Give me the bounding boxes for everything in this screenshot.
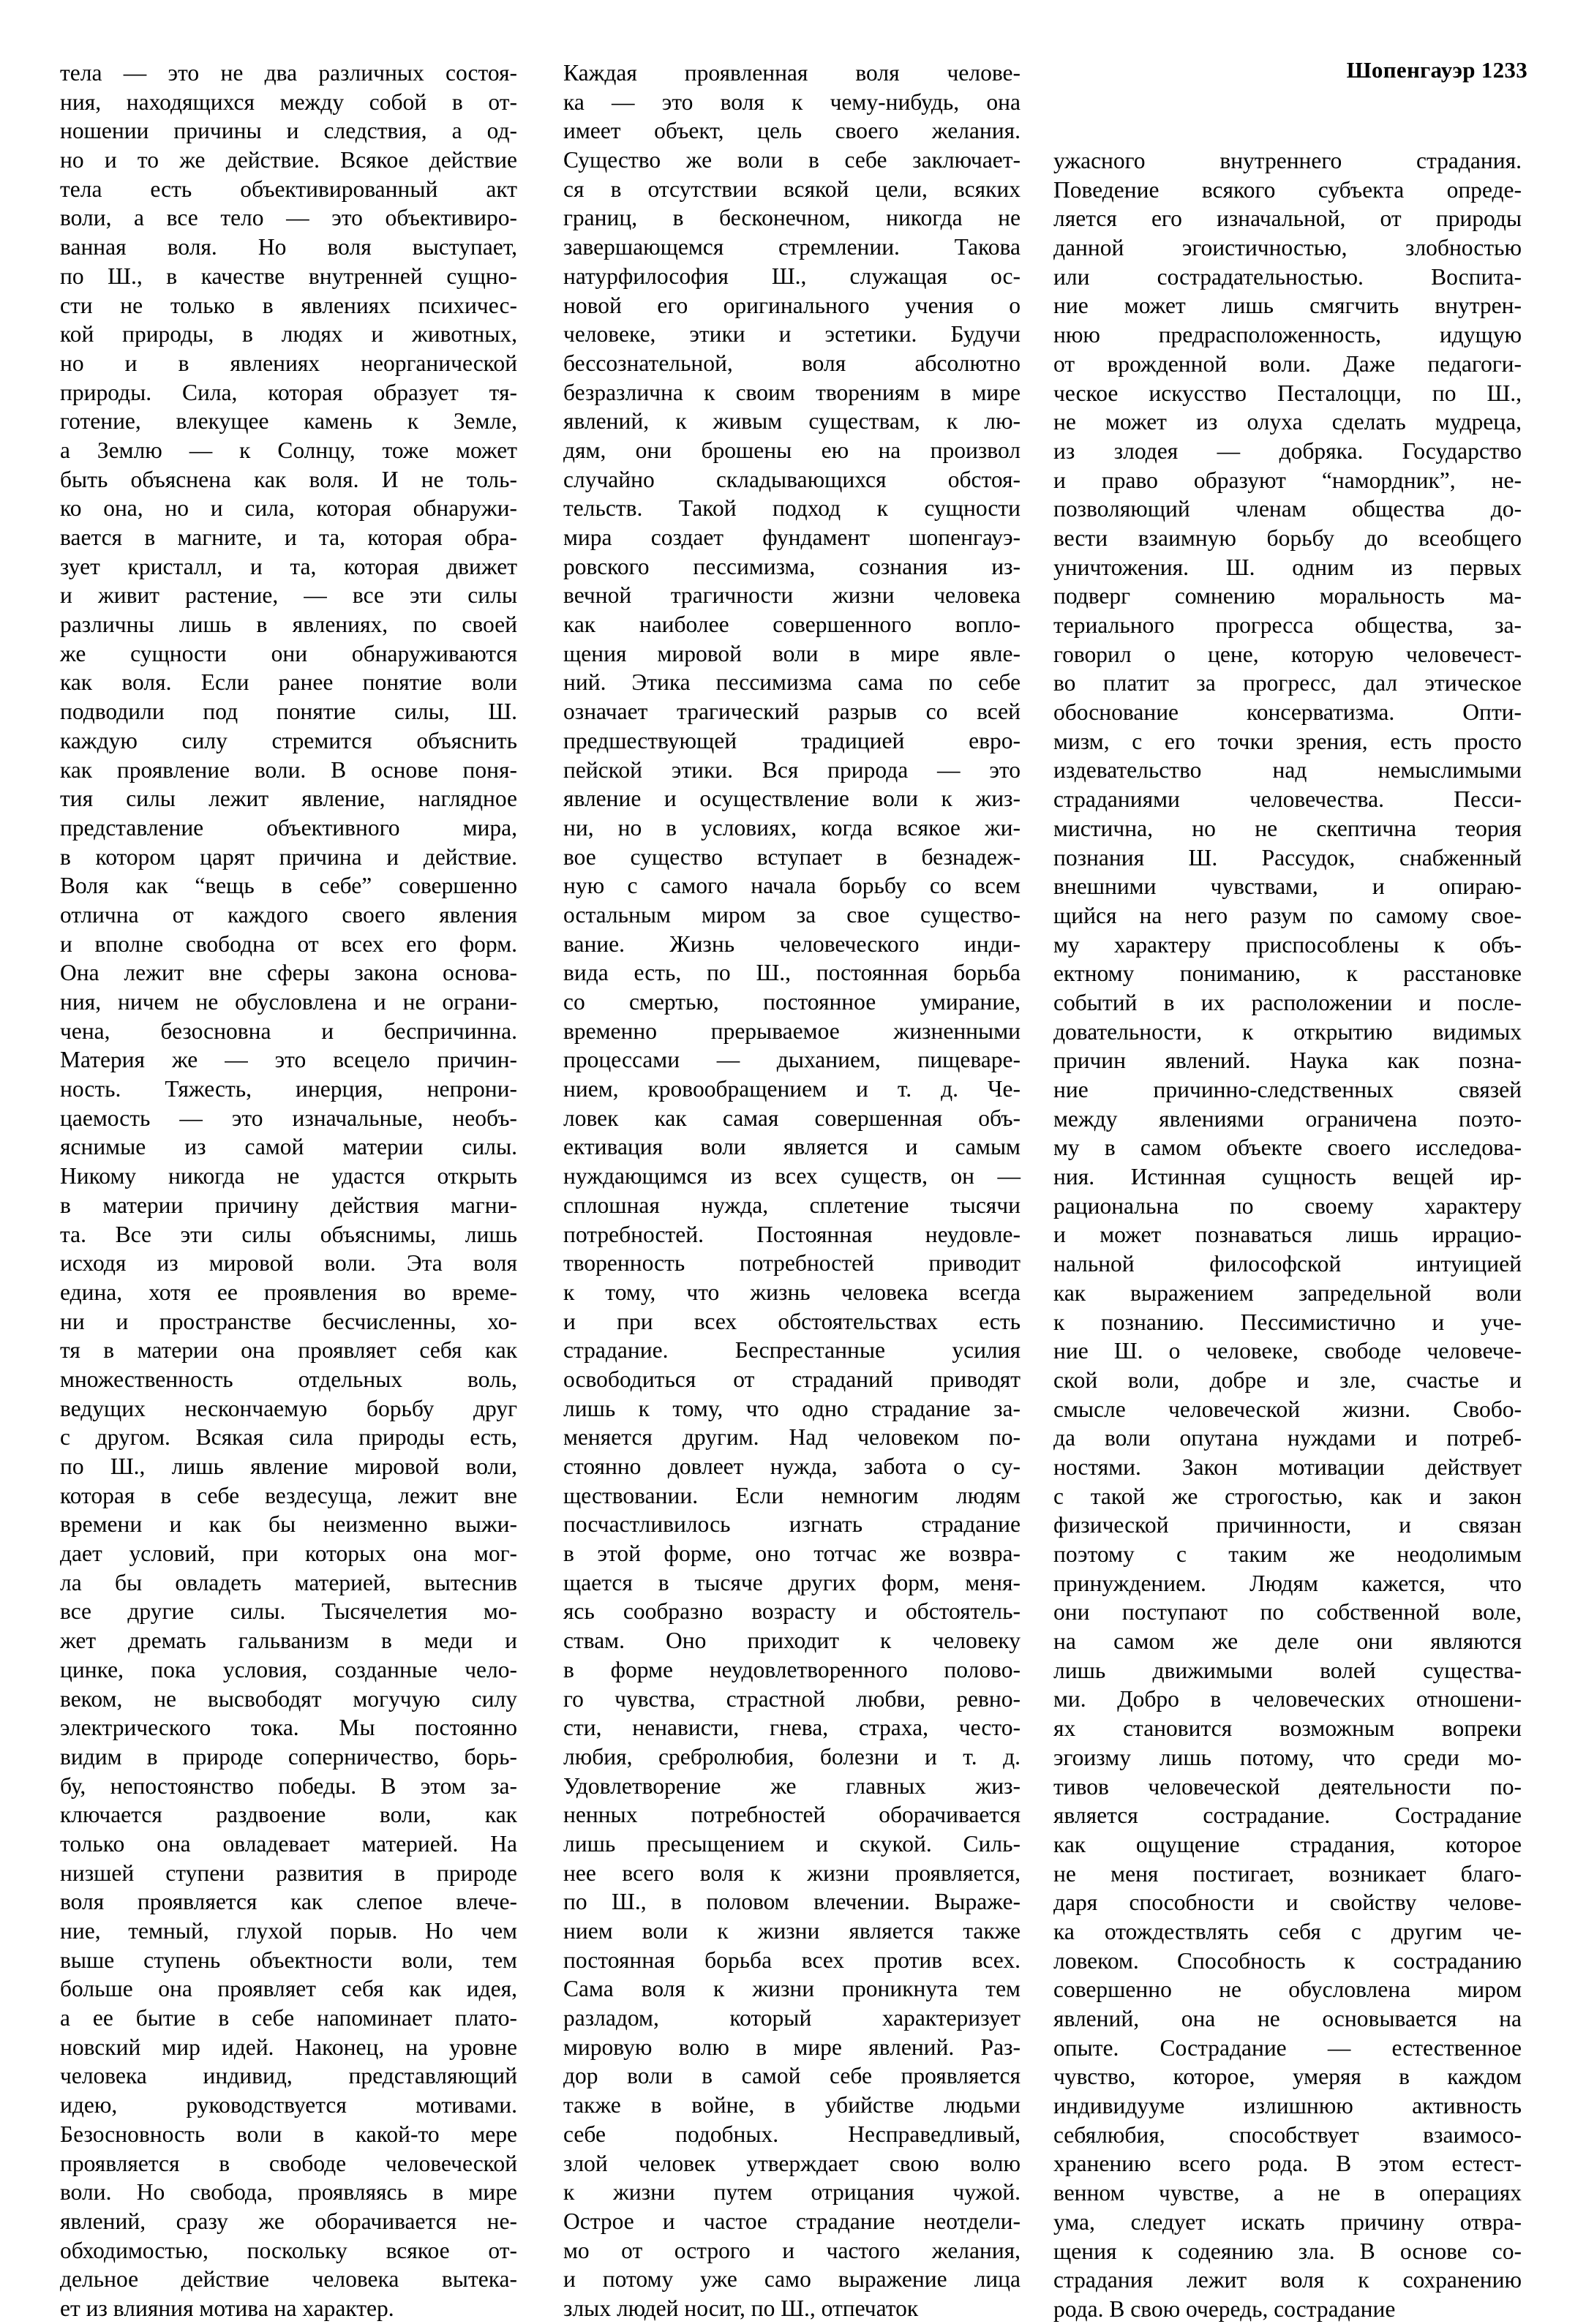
text-line: как воля. Если ранее понятие воли (60, 669, 517, 696)
text-line: данной эгоистичностью, злобностью (1053, 235, 1522, 261)
text-line: довательности, к открытию видимых (1053, 1018, 1522, 1045)
text-line: Сама воля к жизни проникнута тем (563, 1976, 1021, 2002)
text-line: му характеру приспособлены к объ- (1053, 931, 1522, 958)
text-line: подводили под понятие силы, Ш. (60, 699, 517, 725)
text-line: говорил о цене, которую человечест- (1053, 641, 1522, 667)
text-line: щийся на него разум по самому свое- (1053, 902, 1522, 928)
text-line: лишь движимыми волей существа- (1053, 1657, 1522, 1683)
text-line: цаемость — это изначальные, необъ- (60, 1105, 517, 1131)
text-line: нием воли к жизни является также (563, 1918, 1021, 1944)
text-line: вести взаимную борьбу до всеобщего (1053, 524, 1522, 551)
text-line: страданиями человечества. Песси- (1053, 786, 1522, 813)
text-line: и может познаваться лишь иррацио- (1053, 1222, 1522, 1248)
text-line: эгоизму лишь потому, что среди мо- (1053, 1744, 1522, 1770)
text-line: ет из влияния мотива на характер. (60, 2295, 394, 2321)
text-line: внешними чувствами, и опираю- (1053, 873, 1522, 900)
text-line: совершенно не обусловлена миром (1053, 1977, 1522, 2003)
text-line: и вполне свободна от всех его форм. (60, 930, 517, 957)
text-line: мира создает фундамент шопенгауэ- (563, 524, 1021, 550)
text-line: сти не только в явлениях психичес- (60, 292, 517, 318)
text-line: к жизни путем отрицания чужой. (563, 2179, 1021, 2205)
text-line: не может из олуха сделать мудреца, (1053, 409, 1522, 435)
text-line: процессами — дыханием, пищеваре- (563, 1047, 1021, 1073)
text-line: Никому никогда не удастся открыть (60, 1163, 517, 1189)
text-line: тия силы лежит явление, наглядное (60, 786, 517, 812)
text-line: вида есть, по Ш., постоянная борьба (563, 960, 1021, 986)
text-line: исходя из мировой воли. Эта воля (60, 1250, 517, 1276)
text-line: каждую силу стремится объяснить (60, 727, 517, 753)
text-line: ни и пространстве бесчисленны, хо- (60, 1308, 517, 1334)
text-line: в котором царят причина и действие. (60, 843, 517, 870)
text-line: вечной трагичности жизни человека (563, 582, 1021, 609)
text-line: со смертью, постоянное умирание, (563, 989, 1021, 1015)
text-line: кой природы, в людях и животных, (60, 321, 517, 347)
text-line: злых людей носит, по Ш., отпечаток (563, 2295, 919, 2321)
text-line: нее всего воля к жизни проявляется, (563, 1859, 1021, 1886)
text-line: позволяющий членам общества до- (1053, 496, 1522, 522)
text-line: только она овладевает материей. На (60, 1830, 517, 1857)
text-line: как наиболее совершенного вопло- (563, 612, 1021, 638)
text-line: принуждением. Людям кажется, что (1053, 1570, 1522, 1596)
text-line: ровского пессимизма, сознания из- (563, 553, 1021, 579)
text-line: стоянно довлеет нужда, забота о су- (563, 1454, 1021, 1479)
text-line: также в войне, в убийстве людьми (563, 2092, 1021, 2118)
text-line: как проявление воли. В основе поня- (60, 756, 517, 783)
text-line: злой человек утверждает свою волю (563, 2150, 1021, 2176)
text-line: ни, но в условиях, когда всякое жи- (563, 814, 1021, 841)
text-line: ществовании. Если немногим людям (563, 1482, 1021, 1508)
text-line: разладом, который характеризует (563, 2005, 1021, 2031)
text-line: потребностей. Постоянная неудовле- (563, 1221, 1021, 1247)
text-line: различны лишь в явлениях, по своей (60, 612, 517, 638)
text-line: или сострадательностью. Воспита- (1053, 263, 1522, 290)
text-line: издевательство над немыслимыми (1053, 757, 1522, 783)
text-line: освободиться от страданий приводят (563, 1366, 1021, 1392)
text-column-1 (60, 59, 517, 2323)
text-line: ненных потребностей оборачивается (563, 1802, 1021, 1828)
text-line: ловеком. Способность к состраданию (1053, 1947, 1522, 1974)
text-line: сти, ненависти, гнева, страха, често- (563, 1715, 1021, 1741)
text-line: пейской этики. Вся природа — это (563, 756, 1021, 783)
text-line: ся в отсутствии всякой цели, всяких (563, 176, 1021, 202)
text-line: ясь сообразно возрасту и обстоятель- (563, 1598, 1021, 1625)
text-line: ние Ш. о человеке, свободе человече- (1053, 1338, 1522, 1364)
text-line: рода. В свою очередь, сострадание (1053, 2295, 1396, 2322)
text-line: отлична от каждого своего явления (60, 901, 517, 928)
text-line: в форме неудовлетворенного полово- (563, 1656, 1021, 1682)
text-line: больше она проявляет себя как идея, (60, 1976, 517, 2002)
text-line: нием, кровообращением и т. д. Че- (563, 1076, 1021, 1102)
text-line: ния, находящихся между собой в от- (60, 89, 517, 115)
text-line: быть объяснена как воля. И не толь- (60, 466, 517, 492)
text-line: Острое и частое страдание неотдели- (563, 2208, 1021, 2234)
text-line: но и в явлениях неорганической (60, 350, 517, 376)
text-line: причин явлений. Наука как позна- (1053, 1048, 1522, 1074)
text-line: хранению всего рода. В этом естест- (1053, 2151, 1522, 2177)
text-line: тела — это не два различных состоя- (60, 60, 517, 86)
text-line: и потому уже само выражение лица (563, 2266, 1021, 2293)
text-line: воля проявляется как слепое влече- (60, 1889, 517, 1915)
text-line: натурфилософия Ш., служащая ос- (563, 263, 1021, 289)
text-line: новой его оригинального учения о (563, 292, 1021, 318)
text-line: меняется другим. Над человеком по- (563, 1424, 1021, 1451)
text-line: а ее бытие в себе напоминает плато- (60, 2005, 517, 2031)
text-line: бу, непостоянство победы. В этом за- (60, 1772, 517, 1799)
text-line: с такой же строгостью, как и закон (1053, 1483, 1522, 1509)
text-line: тельств. Такой подход к сущности (563, 495, 1021, 522)
text-line: на самом же деле они являются (1053, 1628, 1522, 1655)
text-line: которая в себе вездесуща, лежит вне (60, 1482, 517, 1508)
text-line: ка отождествлять себя с другим че- (1053, 1918, 1522, 1944)
text-line: ко она, но и сила, которая обнаружи- (60, 495, 517, 522)
text-line: бессознательной, воля абсолютно (563, 350, 1021, 376)
text-line: имеет объект, цель своего желания. (563, 118, 1021, 144)
text-line: ния, ничем не обусловлена и не ограни- (60, 989, 517, 1015)
text-line: ния. Истинная сущность вещей ир- (1053, 1164, 1522, 1190)
text-line: ской воли, добре и зле, счастье и (1053, 1366, 1522, 1393)
text-line: постоянная борьба всех против всех. (563, 1947, 1021, 1973)
text-line: дям, они брошены ею на произвол (563, 437, 1021, 463)
text-line: к тому, что жизнь человека всегда (563, 1279, 1021, 1305)
text-line: Она лежит вне сферы закона основа- (60, 960, 517, 986)
text-line: физической причинности, и связан (1053, 1512, 1522, 1538)
text-line: ведущих нескончаемую борьбу друг (60, 1395, 517, 1421)
text-line: но и то же действие. Всякое действие (60, 147, 517, 173)
text-line: лишь пресыщением и скукой. Силь- (563, 1830, 1021, 1857)
text-line: явлений, к живым существам, к лю- (563, 408, 1021, 435)
text-line: Поведение всякого субъекта опреде- (1053, 176, 1522, 203)
text-line: нальной философской интуицией (1053, 1251, 1522, 1277)
text-line: человека индивид, представляющий (60, 2063, 517, 2089)
text-line: завершающемся стремлении. Такова (563, 234, 1021, 260)
text-line: рациональна по своему характеру (1053, 1192, 1522, 1219)
text-line: же сущности они обнаруживаются (60, 640, 517, 666)
text-line: ние, темный, глухой порыв. Но чем (60, 1918, 517, 1944)
text-line: любия, сребролюбия, болезни и т. д. (563, 1743, 1021, 1770)
text-line: ловек как самая совершенная объ- (563, 1105, 1021, 1131)
text-line: посчастливилось изгнать страдание (563, 1511, 1021, 1538)
text-line: тела есть объективированный акт (60, 176, 517, 202)
text-line: Материя же — это всецело причин- (60, 1047, 517, 1073)
text-line: териального прогресса общества, за- (1053, 612, 1522, 638)
text-line: творенность потребностей приводит (563, 1250, 1021, 1276)
text-line: и живит растение, — все эти силы (60, 582, 517, 609)
text-line: ляется его изначальной, от природы (1053, 206, 1522, 232)
text-line: нуждающимся из всех существ, он — (563, 1163, 1021, 1189)
text-line: подверг сомнению моральность ма- (1053, 583, 1522, 609)
text-line: между явлениями ограничена поэто- (1053, 1105, 1522, 1132)
text-line: к познанию. Пессимистично и уче- (1053, 1309, 1522, 1335)
text-line: природы. Сила, которая образует тя- (60, 379, 517, 405)
text-line: вое существо вступает в безнадеж- (563, 843, 1021, 870)
text-line: ность. Тяжесть, инерция, непрони- (60, 1076, 517, 1102)
text-line: и при всех обстоятельствах есть (563, 1308, 1021, 1334)
running-head: Шопенгауэр 1233 (1346, 57, 1527, 83)
text-line: ключается раздвоение воли, как (60, 1802, 517, 1828)
text-line: по Ш., в половом влечении. Выраже- (563, 1889, 1021, 1915)
text-line: ума, следует искать причину отвра- (1053, 2208, 1522, 2235)
text-line: ний. Этика пессимизма сама по себе (563, 669, 1021, 696)
text-line: даря способности и свойству челове- (1053, 1889, 1522, 1916)
text-line: ние причинно-следственных связей (1053, 1077, 1522, 1102)
text-line: и право образуют “намордник”, не- (1053, 467, 1522, 493)
text-line: познания Ш. Рассудок, снабженный (1053, 844, 1522, 870)
text-line: ческое искусство Песталоцци, по Ш., (1053, 380, 1522, 406)
text-line: видим в природе соперничество, борь- (60, 1743, 517, 1770)
text-line: как выражением запредельной воли (1053, 1279, 1522, 1306)
text-line: временно прерываемое жизненными (563, 1018, 1021, 1044)
text-line: уничтожения. Ш. одним из первых (1053, 554, 1522, 580)
text-line: готение, влекущее камень к Земле, (60, 408, 517, 435)
text-line: тивов человеческой деятельности по- (1053, 1773, 1522, 1800)
text-line: ностями. Закон мотивации действует (1053, 1454, 1522, 1480)
text-line: вается в магните, и та, которая обра- (60, 524, 517, 550)
text-line: ектному пониманию, к расстановке (1053, 960, 1522, 987)
text-line: явление и осуществление воли к жиз- (563, 786, 1021, 812)
text-line: щения мировой воли в мире явле- (563, 640, 1021, 666)
text-line: означает трагический разрыв со всей (563, 699, 1021, 725)
text-line: щения к содеянию зла. В основе со- (1053, 2238, 1522, 2264)
text-line: сплошная нужда, сплетение тысячи (563, 1192, 1021, 1218)
text-line: во платит за прогресс, дал этическое (1053, 670, 1522, 696)
text-line: Удовлетворение же главных жиз- (563, 1772, 1021, 1799)
text-line: нюю предрасположенность, идущую (1053, 322, 1522, 348)
text-line: мистична, но не скептична теория (1053, 815, 1522, 841)
text-line: ношении причины и следствия, а од- (60, 118, 517, 144)
text-line: ла бы овладеть материей, вытеснив (60, 1569, 517, 1595)
text-line: обоснование консерватизма. Опти- (1053, 699, 1522, 726)
text-line: опыте. Сострадание — естественное (1053, 2034, 1522, 2061)
text-line: смысле человеческой жизни. Свобо- (1053, 1396, 1522, 1422)
text-line: воли. Но свобода, проявляясь в мире (60, 2179, 517, 2205)
text-line: от врожденной воли. Даже педагоги- (1053, 350, 1522, 377)
text-line: с другом. Всякая сила природы есть, (60, 1424, 517, 1451)
text-line: веком, не высвободят могучую силу (60, 1685, 517, 1712)
text-line: не меня постигает, возникает благо- (1053, 1860, 1522, 1887)
text-line: они поступают по собственной воле, (1053, 1599, 1522, 1625)
text-line: жет дремать гальванизм в меди и (60, 1628, 517, 1654)
text-line: а Землю — к Солнцу, тоже может (60, 437, 517, 463)
text-line: в материи причину действия магни- (60, 1192, 517, 1218)
text-line: яснимые из самой материи силы. (60, 1134, 517, 1160)
text-line: страдание. Беспрестанные усилия (563, 1337, 1021, 1364)
text-line: себе подобных. Несправедливый, (563, 2121, 1021, 2147)
text-line: случайно складывающихся обстоя- (563, 466, 1021, 492)
text-line: явлений, сразу же оборачивается не- (60, 2208, 517, 2234)
text-line: как ощущение страдания, которое (1053, 1831, 1522, 1857)
text-line: ях становится возможным вопреки (1053, 1715, 1522, 1742)
text-line: Безосновность воли в какой-то мере (60, 2121, 517, 2147)
text-line: едина, хотя ее проявления во време- (60, 1279, 517, 1305)
text-line: обходимостью, поскольку всякое от- (60, 2237, 517, 2263)
text-line: мировую волю в мире явлений. Раз- (563, 2034, 1021, 2060)
text-line: времени и как бы неизменно выжи- (60, 1511, 517, 1538)
text-line: венном чувстве, а не в операциях (1053, 2180, 1522, 2206)
text-line: событий в их расположении и после- (1053, 989, 1522, 1015)
text-line: остальным миром за свое существо- (563, 901, 1021, 928)
text-line: чена, безосновна и беспричинна. (60, 1018, 517, 1044)
text-line: по Ш., лишь явление мировой воли, (60, 1454, 517, 1479)
text-line: новский мир идей. Наконец, на уровне (60, 2034, 517, 2060)
text-line: чувство, которое, умеряя в каждом (1053, 2064, 1522, 2090)
text-line: электрического тока. Мы постоянно (60, 1715, 517, 1741)
text-line: щается в тысяче других форм, меня- (563, 1569, 1021, 1595)
text-line: представление объективного мира, (60, 814, 517, 841)
text-column-3 (1053, 146, 1522, 2324)
text-line: цинке, пока условия, созданные чело- (60, 1656, 517, 1682)
text-line: все другие силы. Тысячелетия мо- (60, 1598, 517, 1625)
text-line: индивидууме излишнюю активность (1053, 2093, 1522, 2119)
text-line: дор воли в самой себе проявляется (563, 2063, 1021, 2089)
text-line: мизм, с его точки зрения, есть просто (1053, 728, 1522, 754)
text-line: по Ш., в качестве внутренней сущно- (60, 263, 517, 289)
text-line: идею, руководствуется мотивами. (60, 2092, 517, 2118)
text-line: в этой форме, оно тотчас же возвра- (563, 1541, 1021, 1567)
text-line: множественность отдельных воль, (60, 1366, 517, 1392)
text-line: дает условий, при которых она мог- (60, 1541, 517, 1567)
text-line: явлений, она не основывается на (1053, 2006, 1522, 2031)
text-line: выше ступень объектности воли, тем (60, 1947, 517, 1973)
text-line: из злодея — добряка. Государство (1053, 437, 1522, 464)
text-column-2 (563, 59, 1021, 2323)
text-line: го чувства, страстной любви, ревно- (563, 1685, 1021, 1712)
text-line: му в самом объекте своего исследова- (1053, 1135, 1522, 1161)
text-line: ка — это воля к чему-нибудь, она (563, 89, 1021, 115)
text-line: ние может лишь смягчить внутрен- (1053, 293, 1522, 319)
text-line: зует кристалл, и та, которая движет (60, 553, 517, 579)
text-line: Каждая проявленная воля челове- (563, 60, 1021, 86)
text-line: Воля как “вещь в себе” совершенно (60, 873, 517, 899)
text-line: да воли опутана нуждами и потреб- (1053, 1425, 1522, 1451)
text-line: ствам. Оно приходит к человеку (563, 1628, 1021, 1654)
text-line: является сострадание. Сострадание (1053, 1802, 1522, 1829)
text-line: ективация воли является и самым (563, 1134, 1021, 1160)
text-line: ванная воля. Но воля выступает, (60, 234, 517, 260)
text-line: низшей ступени развития в природе (60, 1859, 517, 1886)
text-line: ми. Добро в человеческих отношени- (1053, 1686, 1522, 1712)
text-line: тя в материи она проявляет себя как (60, 1337, 517, 1364)
text-line: ную с самого начала борьбу со всем (563, 873, 1021, 899)
text-line: безразлична к своим творениям в мире (563, 379, 1021, 405)
text-line: человеке, этики и эстетики. Будучи (563, 321, 1021, 347)
text-line: предшествующей традицией евро- (563, 727, 1021, 753)
text-line: лишь к тому, что одно страдание за- (563, 1395, 1021, 1421)
text-line: ужасного внутреннего страдания. (1053, 148, 1522, 173)
text-line: воли, а все тело — это объективиро- (60, 205, 517, 231)
text-line: вание. Жизнь человеческого инди- (563, 930, 1021, 957)
text-line: Существо же воли в себе заключает- (563, 147, 1021, 173)
text-line: поэтому с таким же неодолимым (1053, 1541, 1522, 1567)
text-line: границ, в бесконечном, никогда не (563, 205, 1021, 231)
text-line: та. Все эти силы объяснимы, лишь (60, 1221, 517, 1247)
text-line: проявляется в свободе человеческой (60, 2150, 517, 2176)
text-line: мо от острого и частого желания, (563, 2237, 1021, 2263)
text-line: страдания лежит воля к сохранению (1053, 2267, 1522, 2293)
text-line: себялюбия, способствует взаимосо- (1053, 2121, 1522, 2148)
text-line: дельное действие человека вытека- (60, 2266, 517, 2293)
